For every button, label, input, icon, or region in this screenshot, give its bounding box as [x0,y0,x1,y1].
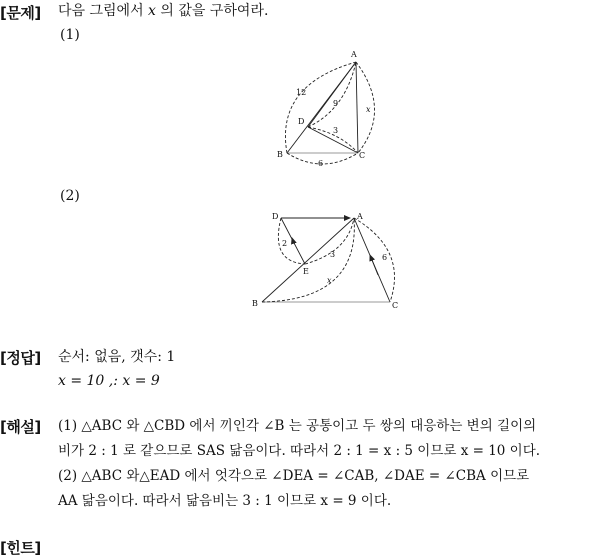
solution-line-4: AA 닮음이다. 따라서 닮음비는 3 : 1 이므로 x = 9 이다. [58,493,392,509]
prompt-variable: x [148,3,156,19]
solution-tag: [해설] [0,418,41,436]
fig2-segment-ba [262,218,354,302]
fig2-arrow-de [292,238,293,241]
fig1-length-ac: x [366,105,371,114]
fig2-length-de: 2 [282,239,288,248]
prompt-text-after: 의 값을 구하여라. [155,3,269,19]
problem-prompt [58,2,268,20]
fig2-label-a: A [357,212,363,221]
fig2-segment-ac [354,218,390,302]
fig1-label-a: A [351,50,357,59]
fig1-arc-ac [356,62,375,153]
fig1-segment-ab [287,62,356,153]
prompt-text-before: 다음 그림에서 [58,3,149,19]
part2-label: (2) [60,188,80,204]
fig2-label-d: D [272,212,279,221]
fig2-arc-de [278,218,305,264]
fig1-arc-ab [285,62,356,153]
fig1-length-bc: 6 [318,159,324,168]
fig2-segment-de [281,218,305,264]
fig2-arrow-ac [370,255,378,275]
fig2-arc-ea [305,218,354,264]
fig1-label-c: C [359,151,366,160]
fig1-arc-bc [287,153,358,164]
solution-line-2: 비가 2 : 1 로 같으므로 SAS 닮음이다. 따라서 2 : 1 = x : 5 이므로 x = 10 이다. [58,443,541,459]
fig1-arc-dc [308,127,358,153]
answer-line-2: x = 10 ,: x = 9 [58,373,160,389]
part1-label: (1) [60,27,80,43]
fig2-length-ea: 3 [330,250,336,259]
answer-tag: [정답] [0,349,41,367]
fig1-length-dc: 3 [333,126,339,135]
fig2-arc-eb [262,218,354,302]
problem-tag: [문제] [0,4,41,22]
fig2-label-c: C [392,301,399,310]
fig2-label-b: B [252,299,258,308]
fig1-length-ad: 9 [333,99,339,108]
fig1-segment-ad [308,62,356,127]
fig1-segment-dc [308,127,358,153]
fig2-length-ac: 6 [382,253,388,262]
fig1-length-ab: 12 [296,88,307,97]
fig2-length-eb: x [327,276,332,285]
answer-line-1: 순서: 없음, 갯수: 1 [58,349,176,365]
fig1-arc-ad [308,62,356,127]
fig1-label-b: B [277,150,283,159]
fig1-segment-ac [356,62,358,153]
fig1-label-d: D [298,117,305,126]
solution-line-1: (1) △ABC 와 △CBD 에서 끼인각 ∠B 는 공통이고 두 쌍의 대응하는 변의 길이의 [58,418,537,434]
hint-tag: [힌트] [0,539,41,557]
solution-line-3: (2) △ABC 와△EAD 에서 엇각으로 ∠DEA = ∠CAB, ∠DAE = ∠CBA 이므로 [58,468,530,484]
fig2-label-e: E [303,267,309,276]
fig2-arc-ac [354,218,395,302]
